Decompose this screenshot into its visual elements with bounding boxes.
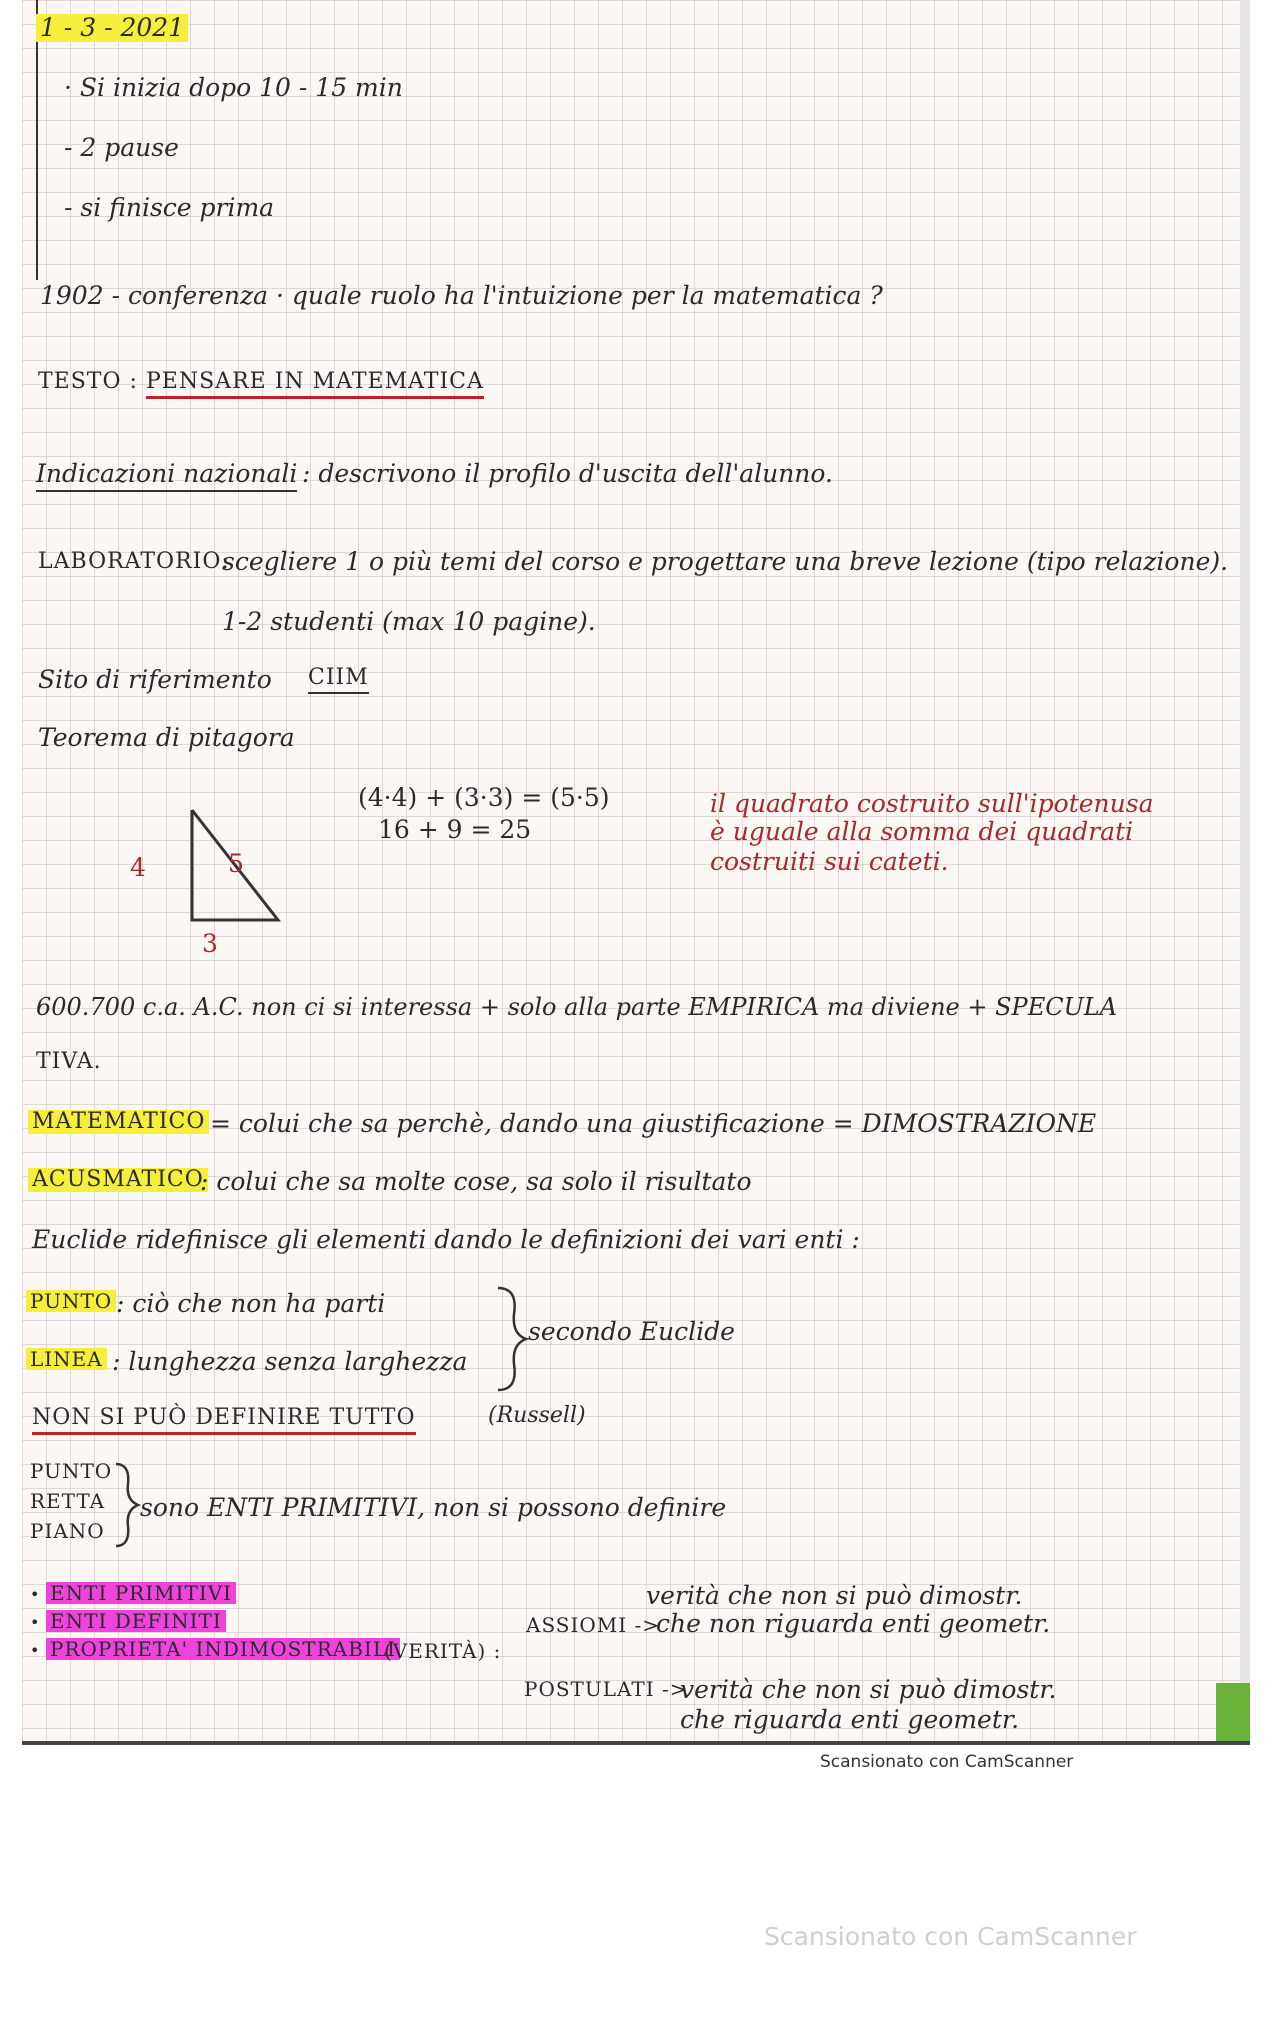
triangle-label-5: 5 bbox=[228, 849, 244, 878]
euclid-line: Euclide ridefinisce gli elementi dando le definizioni dei vari enti : bbox=[32, 1225, 860, 1254]
intro-line-3: - si finisce prima bbox=[64, 193, 275, 222]
indications-label: Indicazioni nazionali bbox=[36, 460, 297, 492]
punto-text: : ciò che non ha parti bbox=[116, 1289, 386, 1318]
primitive-piano: PIANO bbox=[30, 1519, 105, 1543]
bullet-2-dot: • bbox=[30, 1613, 40, 1632]
conference-line: 1902 - conferenza · quale ruolo ha l'intuizione per la matematica ? bbox=[40, 281, 883, 310]
matematico-label: MATEMATICO bbox=[28, 1110, 209, 1134]
postulates-label: POSTULATI -> bbox=[524, 1677, 688, 1701]
axioms-label: ASSIOMI -> bbox=[526, 1613, 661, 1637]
site-label: Sito di riferimento bbox=[38, 665, 272, 694]
bullet-3-dot: • bbox=[30, 1641, 40, 1660]
matematico-text: = colui che sa perchè, dando una giustificazione = DIMOSTRAZIONE bbox=[210, 1109, 1097, 1138]
intro-line-2: - 2 pause bbox=[64, 133, 179, 162]
date: 1 - 3 - 2021 bbox=[36, 14, 188, 42]
intro-line-1: · Si inizia dopo 10 - 15 min bbox=[64, 73, 403, 102]
green-corner bbox=[1216, 1683, 1250, 1745]
pythagoras-note-1: il quadrato costruito sull'ipotenusa bbox=[710, 789, 1154, 818]
euclid-note: secondo Euclide bbox=[528, 1317, 735, 1346]
bullet-1-dot: • bbox=[30, 1585, 40, 1604]
postulates-line-1: verità che non si può dimostr. bbox=[680, 1675, 1057, 1704]
punto-label: PUNTO bbox=[26, 1290, 116, 1312]
pythagoras-note-2: è uguale alla somma dei quadrati bbox=[710, 817, 1134, 846]
lab-label: LABORATORIO: bbox=[38, 549, 230, 574]
site-value: CIIM bbox=[308, 666, 369, 694]
linea-label: LINEA bbox=[26, 1348, 107, 1370]
page-edge bbox=[1240, 0, 1250, 1745]
indications-text: : descrivono il profilo d'uscita dell'alunno. bbox=[302, 459, 833, 488]
scanner-watermark-footer: Scansionato con CamScanner bbox=[764, 1922, 1137, 1951]
equation-1: (4·4) + (3·3) = (5·5) bbox=[358, 783, 610, 812]
axioms-line-2: che non riguarda enti geometr. bbox=[656, 1609, 1051, 1638]
scanner-watermark-inline: Scansionato con CamScanner bbox=[820, 1752, 1074, 1772]
margin-line bbox=[36, 0, 38, 280]
lab-text: scegliere 1 o più temi del corso e progettare una breve lezione (tipo relazione). bbox=[222, 547, 1229, 576]
acusmatico-text: : colui che sa molte cose, sa solo il risultato bbox=[200, 1167, 752, 1196]
text-label: TESTO : bbox=[38, 369, 138, 394]
russell-statement: NON SI PUÒ DEFINIRE TUTTO bbox=[32, 1406, 416, 1435]
lab-text-2: 1-2 studenti (max 10 pagine). bbox=[222, 607, 596, 636]
acusmatico-label: ACUSMATICO bbox=[28, 1168, 208, 1192]
history-line-2: TIVA. bbox=[36, 1049, 102, 1074]
russell-note: (Russell) bbox=[488, 1403, 586, 1428]
triangle-label-3: 3 bbox=[202, 929, 218, 958]
bullet-enti-primitivi: ENTI PRIMITIVI bbox=[46, 1582, 236, 1604]
euclid-brace bbox=[492, 1284, 532, 1394]
bullet-proprieta: PROPRIETA' INDIMOSTRABILI bbox=[46, 1638, 400, 1660]
right-triangle-drawing bbox=[182, 800, 342, 940]
bullet-enti-definiti: ENTI DEFINITI bbox=[46, 1610, 226, 1632]
primitive-retta: RETTA bbox=[30, 1489, 106, 1513]
bullets-suffix: (VERITÀ) : bbox=[384, 1639, 502, 1663]
triangle-label-4: 4 bbox=[130, 853, 146, 882]
axioms-line-1: verità che non si può dimostr. bbox=[646, 1581, 1023, 1610]
primitives-brace bbox=[112, 1460, 142, 1550]
notebook-page bbox=[22, 0, 1250, 1745]
postulates-line-2: che riguarda enti geometr. bbox=[680, 1705, 1020, 1734]
equation-2: 16 + 9 = 25 bbox=[378, 815, 532, 844]
linea-text: : lunghezza senza larghezza bbox=[112, 1347, 468, 1376]
theorem-title: Teorema di pitagora bbox=[38, 723, 295, 752]
page-bottom-edge bbox=[22, 1741, 1250, 1745]
primitives-note: sono ENTI PRIMITIVI, non si possono definire bbox=[140, 1493, 727, 1522]
text-title: PENSARE IN MATEMATICA bbox=[146, 370, 484, 399]
history-line-1: 600.700 c.a. A.C. non ci si interessa + solo alla parte EMPIRICA ma diviene + SPECULA bbox=[36, 993, 1118, 1021]
pythagoras-note-3: costruiti sui cateti. bbox=[710, 847, 949, 876]
primitive-punto: PUNTO bbox=[30, 1459, 113, 1483]
